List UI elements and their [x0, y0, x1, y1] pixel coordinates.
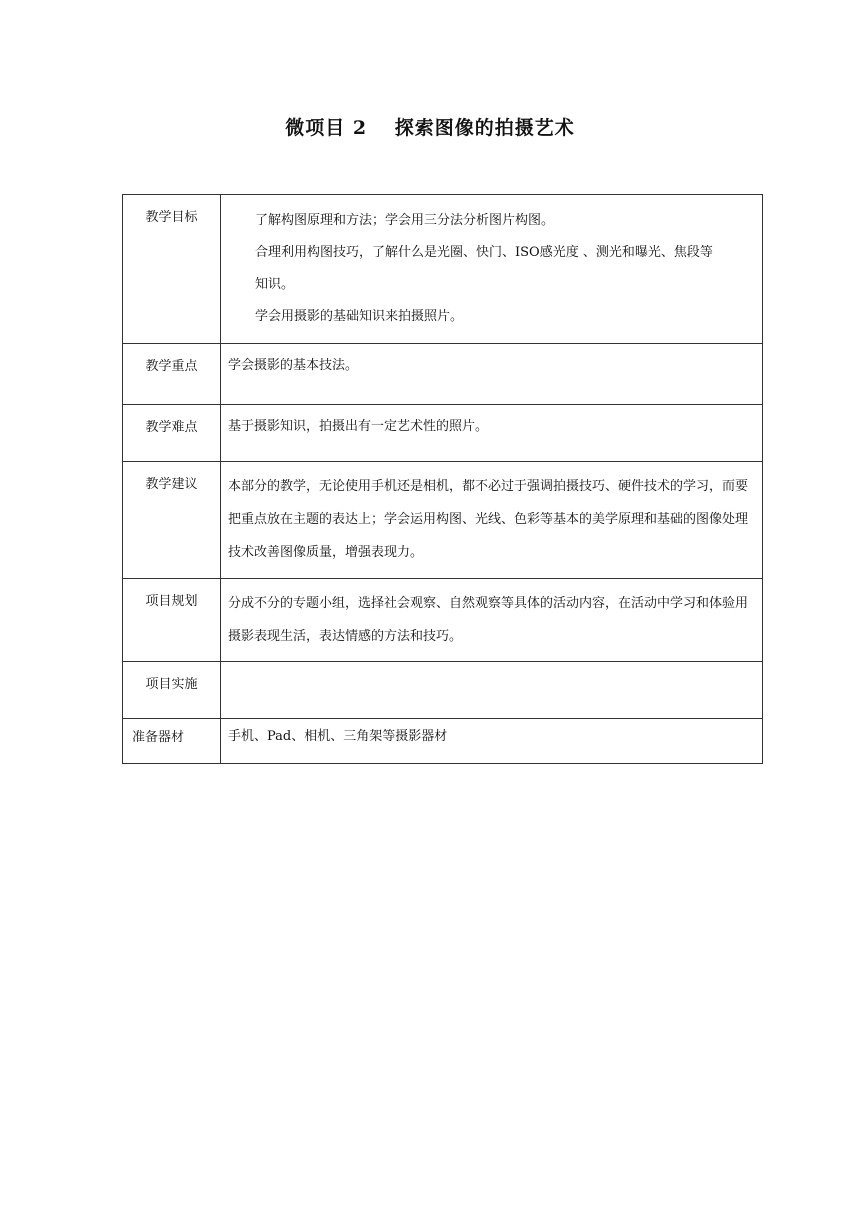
planning-label: 项目规划: [123, 579, 221, 662]
implementation-label: 项目实施: [123, 662, 221, 719]
difficulties-text: 基于摄影知识，拍摄出有一定艺术性的照片。: [228, 419, 489, 434]
difficulties-label: 教学难点: [123, 405, 221, 462]
difficulties-content: [221, 405, 763, 462]
table-row-equipment: [123, 719, 763, 764]
lesson-plan-table: [122, 194, 763, 764]
table-row-difficulties: [123, 405, 763, 462]
table-row-suggestions: [123, 462, 763, 579]
equipment-content: [221, 719, 763, 764]
table-row-planning: [123, 579, 763, 662]
objective-line-1: 了解构图原理和方法；学会用三分法分析图片构图。: [255, 213, 555, 228]
planning-content: [221, 579, 763, 662]
page-title: 微项目 2 探索图像的拍摄艺术: [285, 117, 575, 139]
objective-line-4: 学会用摄影的基础知识来拍摄照片。: [255, 309, 464, 324]
suggestions-text: 本部分的教学，无论使用手机还是相机，都不必过于强调拍摄技巧、硬件技术的学习，而要把重点放在主题的表达上；学会运用构图、光线、色彩等基本的美学原理和基础的图像处理技术改善图像质量，增强表现力。: [228, 479, 749, 560]
suggestions-content: [221, 462, 763, 579]
implementation-content: [221, 662, 763, 719]
objectives-label: 教学目标: [123, 195, 221, 344]
table-row-key-points: [123, 344, 763, 405]
equipment-text: 手机、Pad、相机、三角架等摄影器材: [228, 729, 448, 744]
suggestions-label: 教学建议: [123, 462, 221, 579]
key-points-text: 学会摄影的基本技法。: [228, 358, 359, 373]
equipment-label: 准备器材: [123, 719, 221, 764]
table-row-objectives: [123, 195, 763, 344]
table-row-implementation: [123, 662, 763, 719]
planning-text: 分成不分的专题小组，选择社会观察、自然观察等具体的活动内容，在活动中学习和体验用摄影表现生活，表达情感的方法和技巧。: [228, 596, 749, 644]
objectives-content: [221, 195, 763, 344]
key-points-label: 教学重点: [123, 344, 221, 405]
objective-line-3: 知识。: [255, 277, 295, 292]
objective-line-2: 合理利用构图技巧，了解什么是光圈、快门、ISO感光度 、测光和曝光、焦段等: [255, 245, 713, 260]
key-points-content: [221, 344, 763, 405]
